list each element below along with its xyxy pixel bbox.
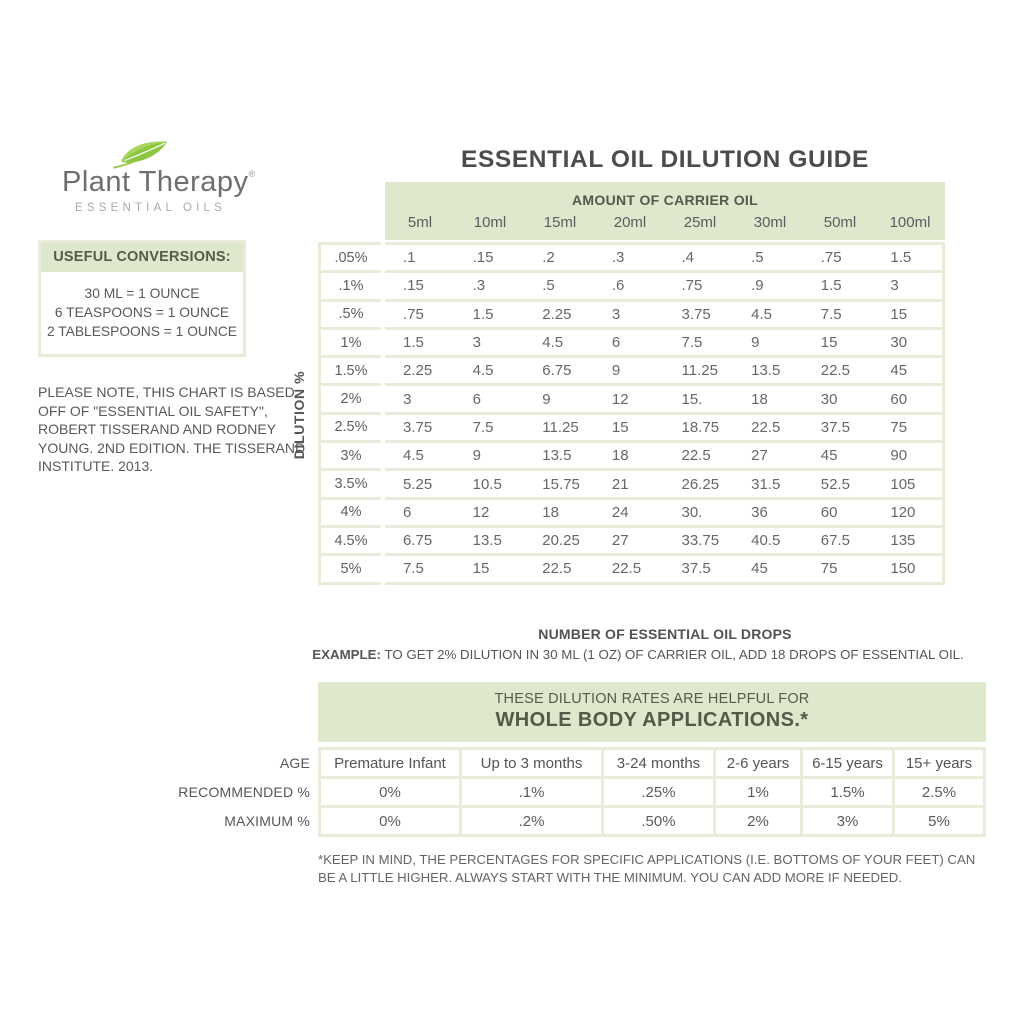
row-header-label: MAXIMUM % xyxy=(224,813,310,829)
conversion-line: 30 ML = 1 OUNCE xyxy=(84,286,200,301)
recommended-cell: 1% xyxy=(716,779,800,805)
table-cell: 2.25 xyxy=(403,362,433,380)
table-cell: 4.5 xyxy=(472,362,494,380)
table-cell: 1.5 xyxy=(403,334,424,352)
table-cell: 7.5 xyxy=(820,305,842,323)
table-cell: 9 xyxy=(542,390,551,408)
table-cell: 75 xyxy=(820,560,838,578)
table-cell: 27 xyxy=(611,532,629,550)
table-cell: 4.5 xyxy=(542,334,564,352)
maximum-cell: .50% xyxy=(604,808,713,834)
row-values xyxy=(385,468,945,496)
row-values xyxy=(385,440,945,468)
recommended-cell: .1% xyxy=(462,779,601,805)
table-cell: 3 xyxy=(472,334,481,352)
table-cell: .75 xyxy=(820,249,842,267)
leaf-icon xyxy=(112,137,170,171)
example-label: EXAMPLE: xyxy=(312,647,381,662)
maximum-cell: .2% xyxy=(462,808,601,834)
row-values xyxy=(385,270,945,298)
maximum-cell: 5% xyxy=(895,808,983,834)
recommended-cell: 0% xyxy=(321,779,459,805)
age-group-cell: Premature Infant xyxy=(321,750,459,776)
carrier-column-header: 25ml xyxy=(683,214,717,231)
maximum-cell: 0% xyxy=(321,808,459,834)
table-cell: 37.5 xyxy=(681,560,711,578)
carrier-column-header: 20ml xyxy=(613,214,647,231)
applications-subtitle: THESE DILUTION RATES ARE HELPFUL FOR xyxy=(494,691,810,707)
table-cell: 40.5 xyxy=(751,532,781,550)
table-cell: 18 xyxy=(611,447,629,465)
row-label: 3% xyxy=(318,440,381,468)
row-label: 1% xyxy=(318,327,381,355)
carrier-column-header: 10ml xyxy=(473,214,507,231)
table-cell: 15 xyxy=(890,305,908,323)
table-cell: 21 xyxy=(611,475,629,493)
table-cell: 1.5 xyxy=(820,277,842,295)
table-cell: 22.5 xyxy=(542,560,572,578)
recommended-cell: 2.5% xyxy=(895,779,983,805)
table-cell: .6 xyxy=(611,277,625,295)
row-label: 3.5% xyxy=(318,468,381,496)
dilution-table xyxy=(318,182,945,585)
carrier-column-header: 50ml xyxy=(823,214,857,231)
carrier-column-header: 5ml xyxy=(407,214,433,231)
row-values xyxy=(385,327,945,355)
table-cell: 15 xyxy=(611,418,629,436)
table-cell: 7.5 xyxy=(403,560,424,578)
table-cell: 18.75 xyxy=(681,418,720,436)
table-cell: 9 xyxy=(472,447,481,465)
table-row xyxy=(318,440,945,468)
table-cell: .1 xyxy=(403,249,416,267)
useful-conversions-box xyxy=(38,240,246,357)
source-note: PLEASE NOTE, THIS CHART IS BASED OFF OF "ESSENTIAL OIL SAFETY", ROBERT TISSERAND AND RODNEY YOUNG. 2ND EDITION. THE TISSERAND INSTITUTE. 2013. xyxy=(38,384,306,475)
table-cell: 31.5 xyxy=(751,475,781,493)
dilution-axis-label: DILUTION % xyxy=(291,370,307,460)
carrier-oil-header xyxy=(385,182,945,240)
table-cell: 3.75 xyxy=(403,418,433,436)
age-group-cell: 2-6 years xyxy=(716,750,800,776)
table-cell: .9 xyxy=(751,277,764,295)
table-cell: 15 xyxy=(820,334,838,352)
table-row xyxy=(318,553,945,584)
table-cell: 120 xyxy=(890,503,916,521)
table-row xyxy=(318,242,945,270)
maximum-cell: 2% xyxy=(716,808,800,834)
table-cell: 2.25 xyxy=(542,305,572,323)
row-label: 5% xyxy=(318,553,381,584)
table-row xyxy=(318,383,945,411)
table-cell: 26.25 xyxy=(681,475,720,493)
table-cell: 20.25 xyxy=(542,532,580,550)
registered-mark: ® xyxy=(248,169,256,179)
row-header-label: RECOMMENDED % xyxy=(178,784,310,800)
table-cell: 3 xyxy=(611,305,621,323)
row-label: 4.5% xyxy=(318,525,381,553)
row-header-label: AGE xyxy=(279,755,310,771)
table-cell: 36 xyxy=(751,503,768,521)
conversions-list xyxy=(41,272,243,354)
age-group-cell: 15+ years xyxy=(895,750,983,776)
table-cell: 37.5 xyxy=(820,418,850,436)
table-row xyxy=(318,299,945,327)
table-cell: 10.5 xyxy=(472,475,502,493)
row-values xyxy=(385,383,945,411)
row-values xyxy=(385,299,945,327)
table-cell: .5 xyxy=(751,249,764,267)
dilution-rows xyxy=(318,242,945,585)
table-cell: 45 xyxy=(890,362,908,380)
table-cell: 45 xyxy=(751,560,768,578)
table-cell: 13.5 xyxy=(751,362,781,380)
table-cell: 30 xyxy=(820,390,838,408)
table-cell: 22.5 xyxy=(751,418,781,436)
table-row xyxy=(318,525,945,553)
table-cell: 27 xyxy=(751,447,768,465)
row-label: 4% xyxy=(318,497,381,525)
table-cell: 7.5 xyxy=(472,418,494,436)
table-cell: .15 xyxy=(472,249,494,267)
table-cell: 15.75 xyxy=(542,475,580,493)
table-cell: 3 xyxy=(890,277,899,295)
age-group-cell: Up to 3 months xyxy=(462,750,601,776)
table-cell: 9 xyxy=(611,362,621,380)
conversion-line: 2 TABLESPOONS = 1 OUNCE xyxy=(46,324,238,340)
table-row xyxy=(318,270,945,298)
example-caption xyxy=(300,647,976,662)
page-title: ESSENTIAL OIL DILUTION GUIDE xyxy=(461,146,869,173)
table-cell: .15 xyxy=(403,277,424,295)
table-cell: .3 xyxy=(472,277,486,295)
maximum-cell: 3% xyxy=(803,808,892,834)
row-values xyxy=(385,497,945,525)
table-cell: 22.5 xyxy=(611,560,642,578)
table-cell: 15 xyxy=(472,560,490,578)
table-cell: 18 xyxy=(751,390,768,408)
table-cell: 4.5 xyxy=(403,447,424,465)
table-cell: 52.5 xyxy=(820,475,850,493)
conversions-heading: USEFUL CONVERSIONS: xyxy=(41,243,243,272)
drops-caption: NUMBER OF ESSENTIAL OIL DROPS xyxy=(538,626,792,642)
table-row xyxy=(318,497,945,525)
table-cell: .75 xyxy=(681,277,703,295)
table-cell: 11.25 xyxy=(542,418,579,436)
table-cell: 15. xyxy=(681,390,703,408)
table-row xyxy=(318,412,945,440)
table-cell: 45 xyxy=(820,447,838,465)
table-cell: 5.25 xyxy=(403,475,433,493)
table-cell: 105 xyxy=(890,475,916,493)
row-label: 1.5% xyxy=(318,355,381,383)
table-cell: 12 xyxy=(472,503,490,521)
row-values xyxy=(385,412,945,440)
age-group-cell: 6-15 years xyxy=(803,750,892,776)
applications-title: WHOLE BODY APPLICATIONS.* xyxy=(495,709,809,731)
carrier-column-header: 30ml xyxy=(753,214,787,231)
table-cell: 60 xyxy=(820,503,838,521)
applications-row-labels xyxy=(120,750,310,834)
recommended-cell: 1.5% xyxy=(803,779,892,805)
table-cell: 6 xyxy=(611,334,621,352)
table-cell: 90 xyxy=(890,447,908,465)
age-group-cell: 3-24 months xyxy=(604,750,713,776)
table-row xyxy=(318,468,945,496)
table-cell: 75 xyxy=(890,418,908,436)
table-cell: 13.5 xyxy=(472,532,502,550)
brand-name: Plant Therapy® xyxy=(62,166,256,198)
table-cell: 12 xyxy=(611,390,629,408)
row-values xyxy=(385,553,945,584)
table-cell: 24 xyxy=(611,503,629,521)
row-values xyxy=(385,525,945,553)
applications-header xyxy=(318,682,986,742)
table-cell: 6.75 xyxy=(403,532,433,550)
table-cell: 33.75 xyxy=(681,532,720,550)
table-cell: 18 xyxy=(542,503,559,521)
recommended-cell: .25% xyxy=(604,779,713,805)
table-cell: 3 xyxy=(403,390,412,408)
carrier-oil-title: AMOUNT OF CARRIER OIL xyxy=(572,192,758,208)
example-text: TO GET 2% DILUTION IN 30 ML (1 OZ) OF CARRIER OIL, ADD 18 DROPS OF ESSENTIAL OIL. xyxy=(380,647,964,662)
carrier-column-header: 15ml xyxy=(543,214,577,231)
row-label: .1% xyxy=(318,270,381,298)
table-cell: 6 xyxy=(472,390,481,408)
row-label: .5% xyxy=(318,299,381,327)
applications-grid xyxy=(318,747,986,837)
table-cell: 150 xyxy=(890,560,916,578)
row-label: 2.5% xyxy=(318,412,381,440)
brand-tagline: ESSENTIAL OILS xyxy=(74,202,227,214)
table-cell: 13.5 xyxy=(542,447,572,465)
table-cell: 7.5 xyxy=(681,334,703,352)
table-cell: .3 xyxy=(611,249,625,267)
table-cell: .5 xyxy=(542,277,555,295)
table-row xyxy=(318,327,945,355)
table-cell: 22.5 xyxy=(820,362,850,380)
table-cell: 67.5 xyxy=(820,532,850,550)
row-label: .05% xyxy=(318,242,381,270)
row-label: 2% xyxy=(318,383,381,411)
table-cell: 30 xyxy=(890,334,908,352)
carrier-column-header: 100ml xyxy=(889,214,931,231)
table-cell: 4.5 xyxy=(751,305,772,323)
conversion-line: 6 TEASPOONS = 1 OUNCE xyxy=(54,305,230,321)
table-cell: .75 xyxy=(403,305,424,323)
table-cell: 6.75 xyxy=(542,362,572,380)
carrier-columns xyxy=(385,208,945,231)
table-cell: 135 xyxy=(890,532,916,550)
table-cell: 1.5 xyxy=(890,249,912,267)
table-cell: 1.5 xyxy=(472,305,494,323)
table-cell: .2 xyxy=(542,249,555,267)
table-cell: 22.5 xyxy=(681,447,711,465)
table-cell: 11.25 xyxy=(681,362,718,380)
footnote: *KEEP IN MIND, THE PERCENTAGES FOR SPECIFIC APPLICATIONS (I.E. BOTTOMS OF YOUR FEET) CAN BE A LITTLE HIGHER. ALWAYS START WITH THE MINIMUM. YOU CAN ADD MORE IF NEEDED. xyxy=(318,852,976,886)
row-values xyxy=(385,355,945,383)
table-cell: 3.75 xyxy=(681,305,711,323)
table-cell: 60 xyxy=(890,390,908,408)
table-row xyxy=(318,355,945,383)
table-cell: .4 xyxy=(681,249,695,267)
table-cell: 9 xyxy=(751,334,760,352)
row-values xyxy=(385,242,945,270)
table-cell: 6 xyxy=(403,503,412,521)
table-cell: 30. xyxy=(681,503,703,521)
plant-therapy-logo xyxy=(62,136,256,214)
